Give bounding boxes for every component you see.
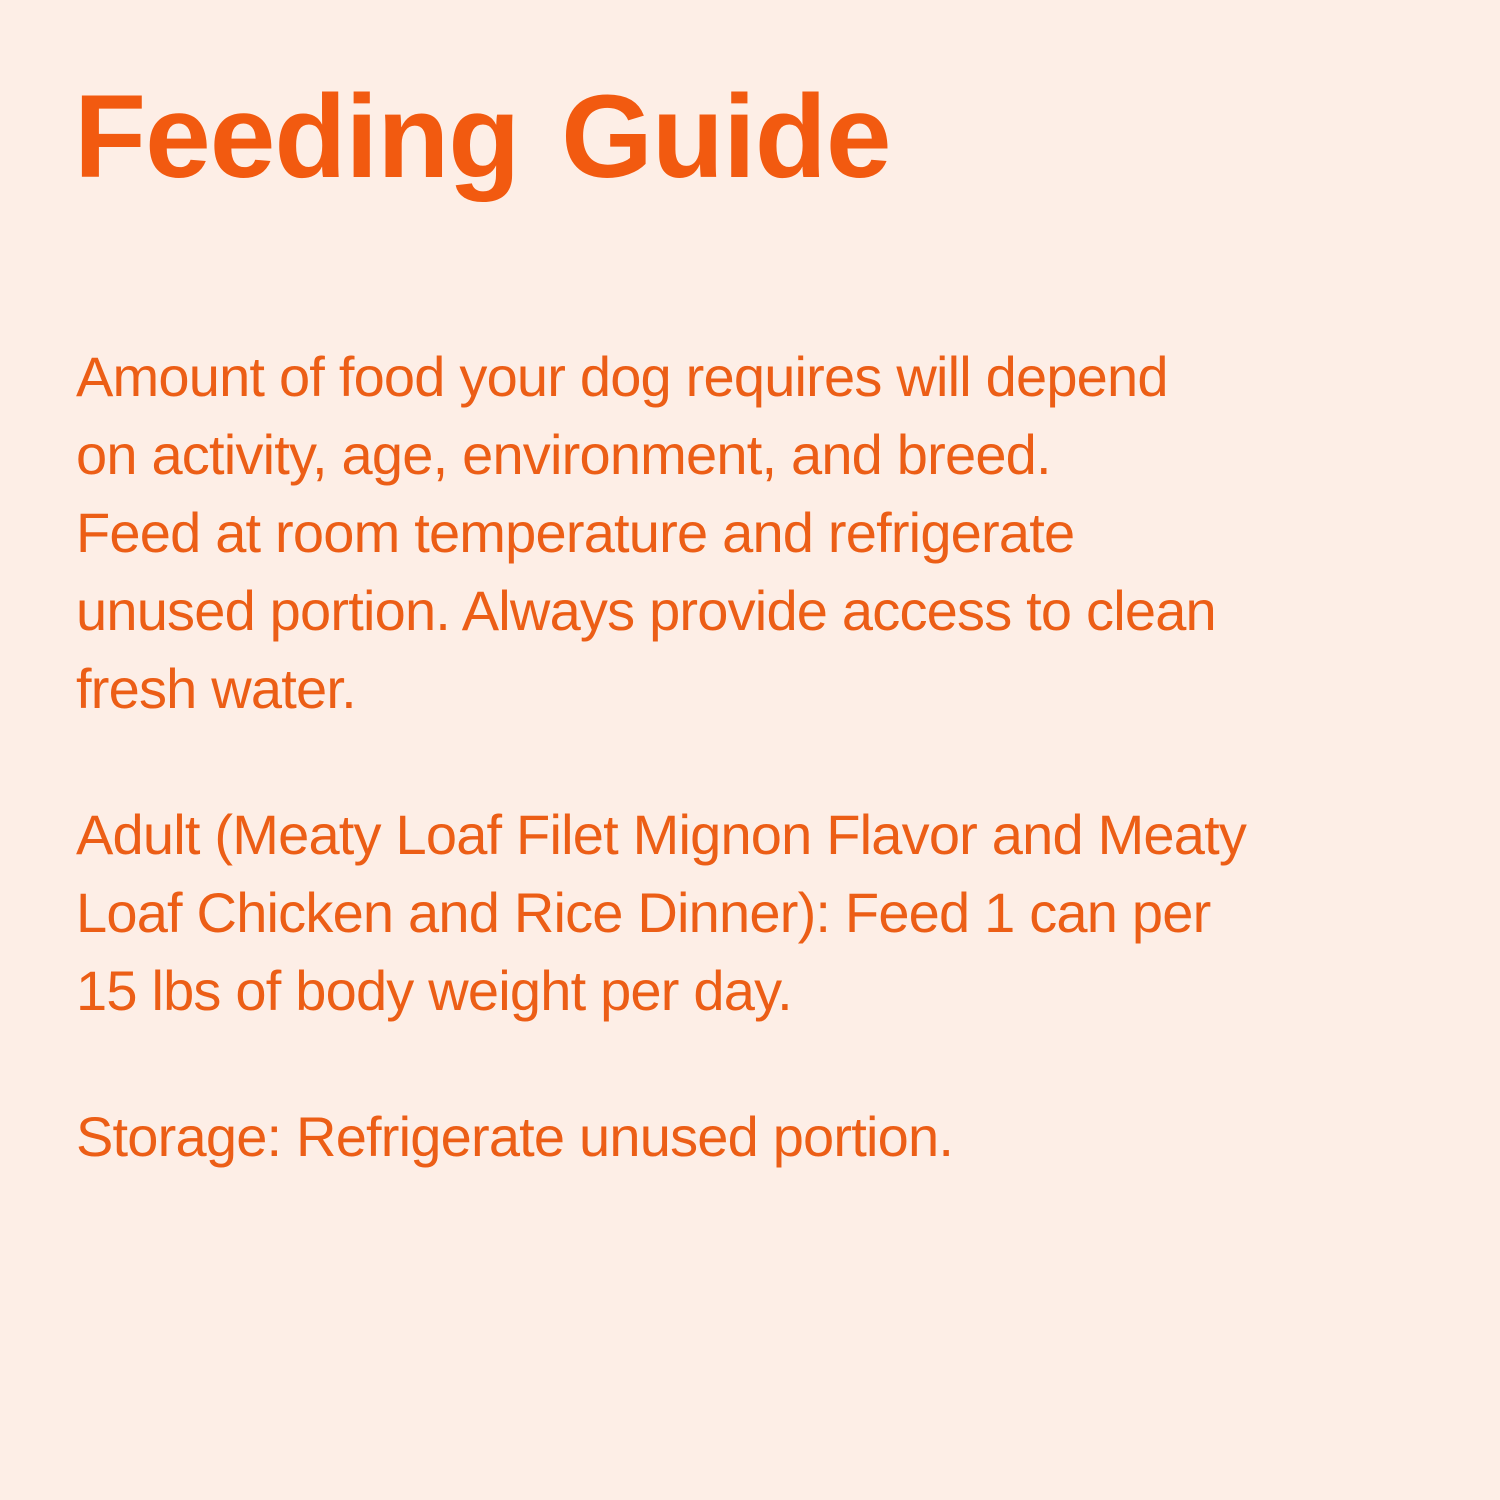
paragraph-line: Loaf Chicken and Rice Dinner): Feed 1 can per — [76, 881, 1211, 944]
page-title: Feeding Guide — [74, 71, 891, 203]
paragraph-line: Storage: Refrigerate unused portion. — [76, 1105, 954, 1168]
paragraph-line: Adult (Meaty Loaf Filet Mignon Flavor and Meaty — [76, 803, 1247, 866]
paragraph-line: Feed at room temperature and refrigerate — [76, 501, 1075, 564]
paragraph-line: Amount of food your dog requires will depend — [76, 345, 1168, 408]
paragraph-line: unused portion. Always provide access to clean — [76, 579, 1216, 642]
paragraph-line: on activity, age, environment, and breed. — [76, 423, 1051, 486]
paragraph-line: fresh water. — [76, 657, 356, 720]
paragraph-line: 15 lbs of body weight per day. — [76, 959, 792, 1022]
